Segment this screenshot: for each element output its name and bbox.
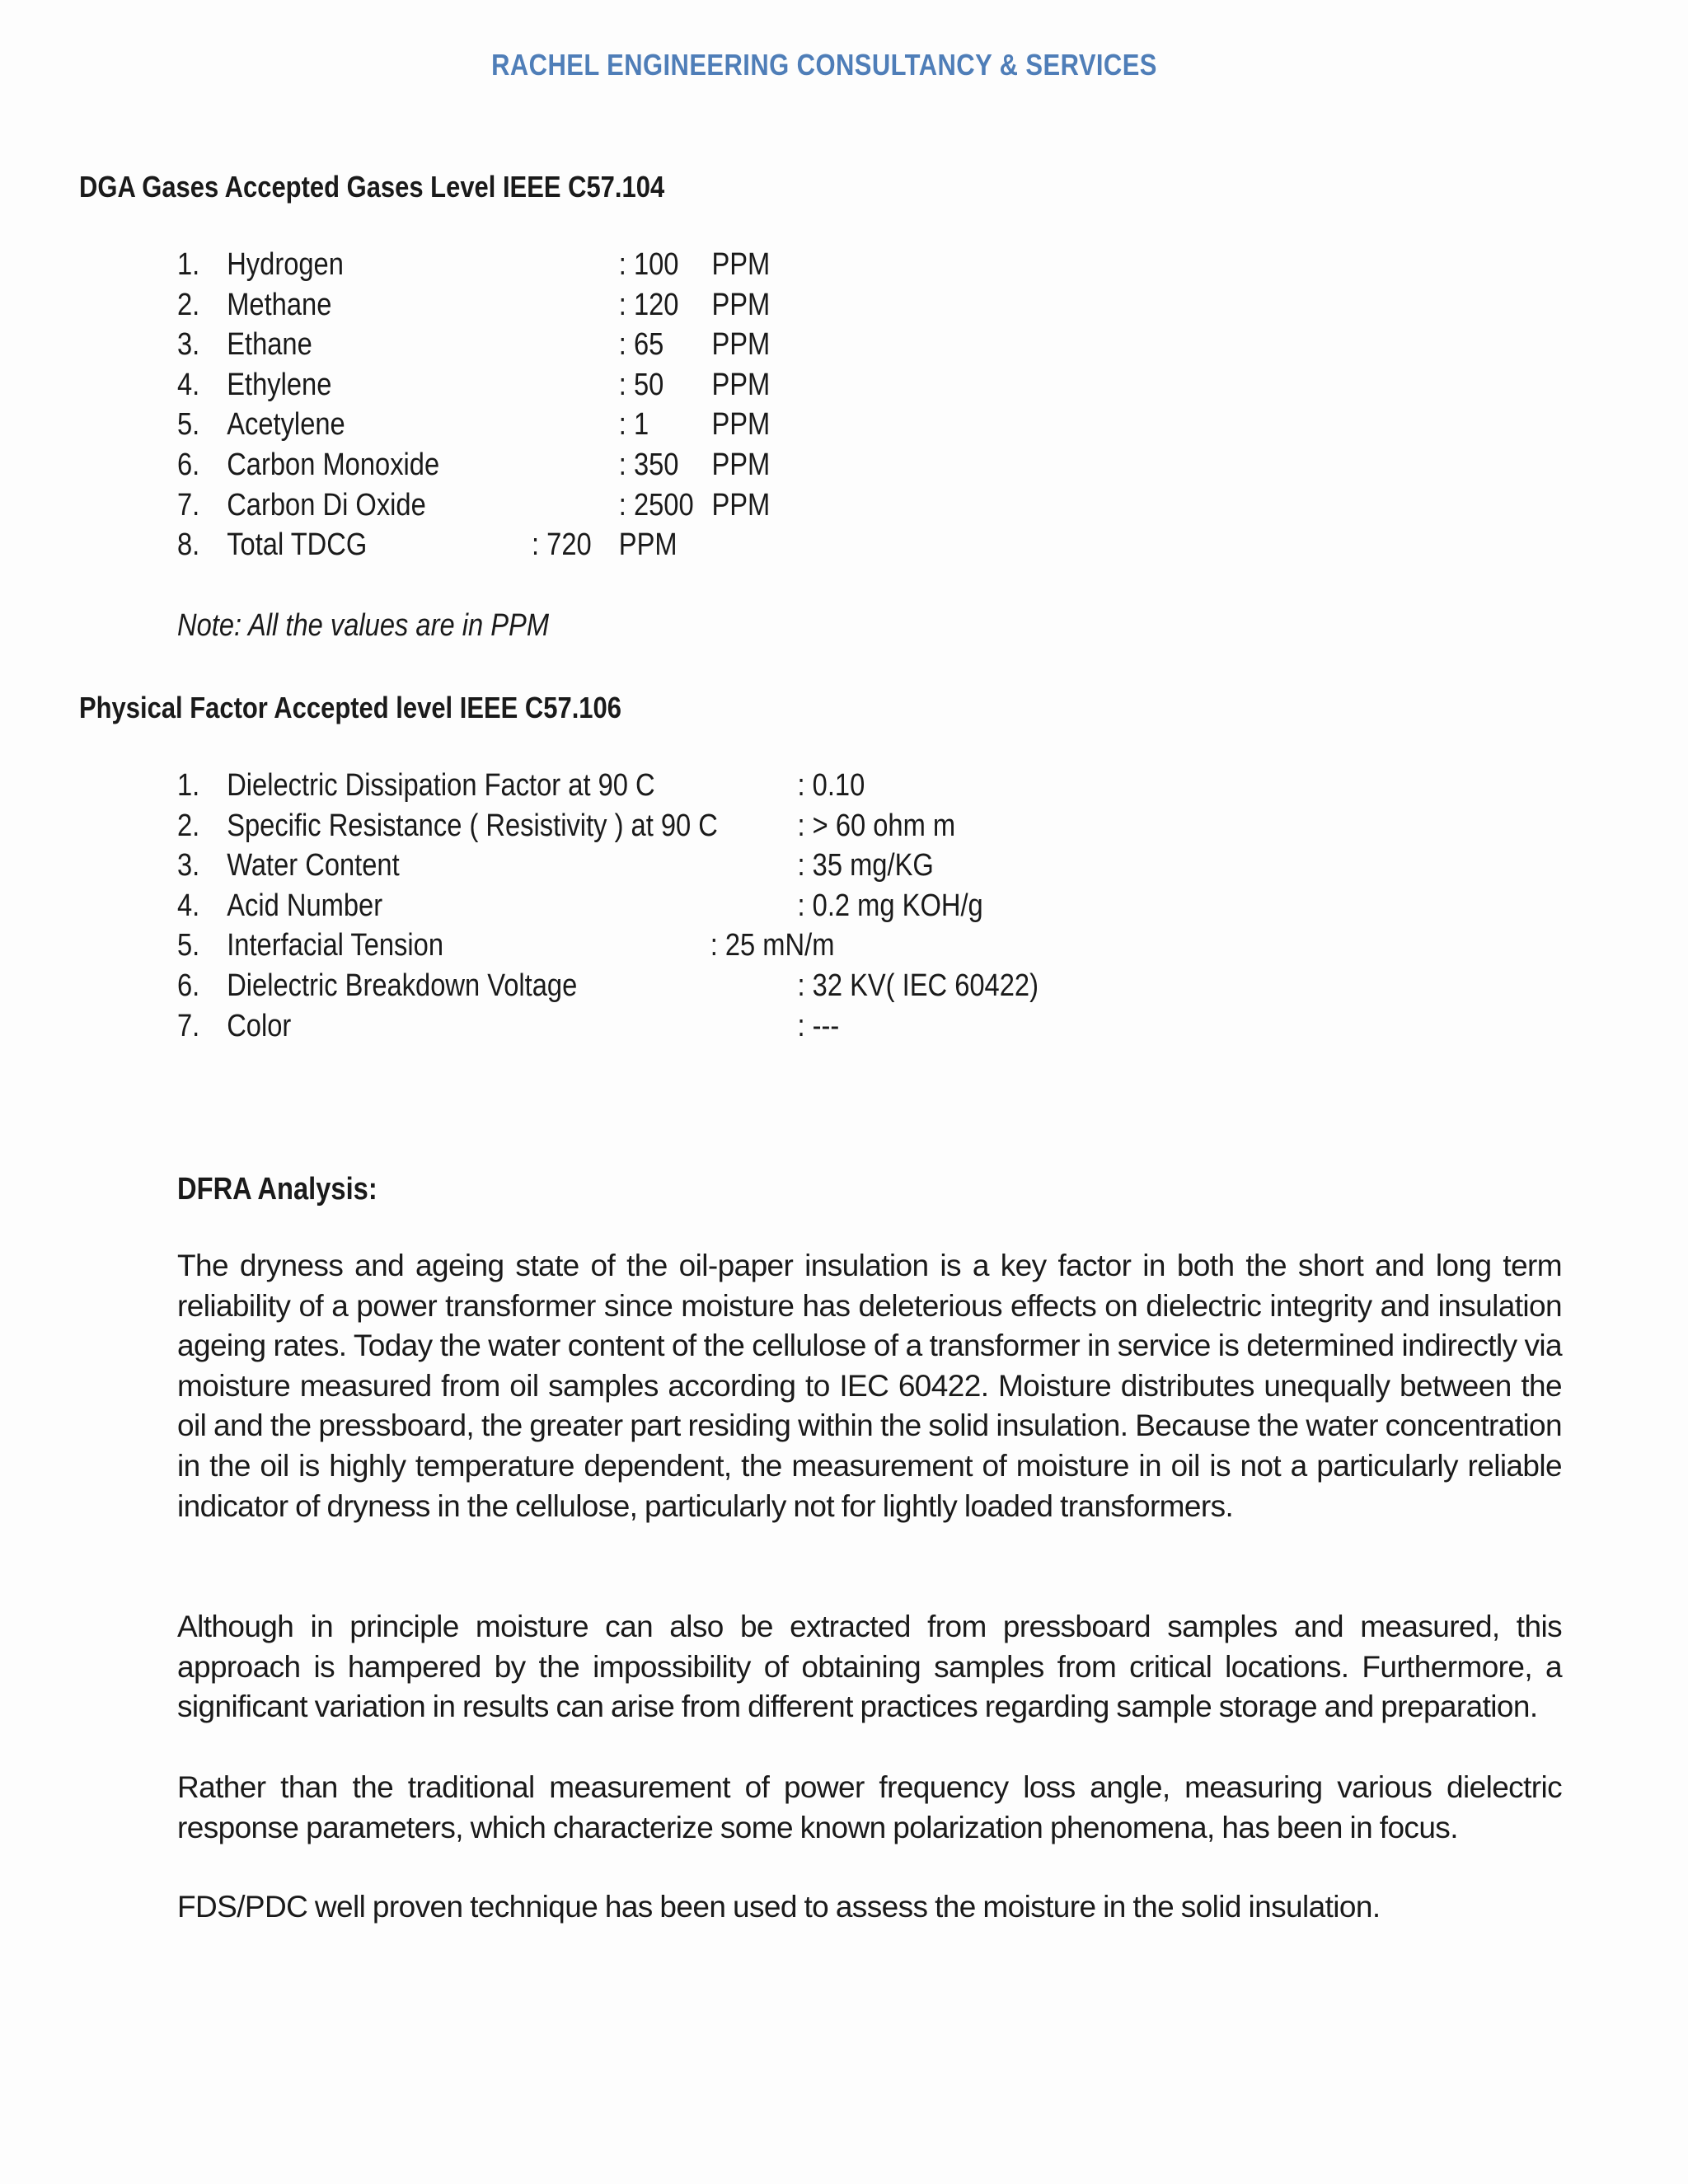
factor-value: : 0.2 mg KOH/g: [797, 888, 983, 923]
list-number: 8.: [177, 527, 200, 563]
gas-label: Acetylene: [227, 407, 345, 443]
gas-label: Ethylene: [227, 367, 332, 402]
gas-unit: PPM: [711, 287, 771, 322]
list-number: 3.: [177, 848, 200, 883]
gas-value: : 100: [618, 247, 679, 282]
list-number: 2.: [177, 808, 200, 843]
gas-unit: PPM: [711, 487, 771, 523]
factor-label: Water Content: [227, 848, 400, 883]
dfra-paragraph-3: Rather than the traditional measurement of power frequency loss angle, measuring various dielectric response parameters, which characterize some known polarization phenomena, has been in focus.: [177, 1770, 1562, 1844]
gas-value: : 350: [618, 447, 679, 482]
gas-label: Hydrogen: [227, 247, 344, 282]
factor-value: : > 60 ohm m: [797, 808, 956, 843]
list-number: 2.: [177, 287, 200, 322]
dfra-paragraph-4: FDS/PDC well proven technique has been used to assess the moisture in the solid insulation.: [177, 1890, 1381, 1924]
dfra-paragraph-2: Although in principle moisture can also be extracted from pressboard samples and measured, this approach is hampered by the impossibility of obtaining samples from critical locations. Furthermore, a significant variation in results can arise from different practices regarding sample storage and preparation.: [177, 1610, 1562, 1724]
factor-label: Color: [227, 1008, 292, 1043]
list-number: 6.: [177, 968, 200, 1003]
gas-label: Carbon Di Oxide: [227, 487, 426, 523]
list-number: 4.: [177, 367, 200, 402]
physical-heading: Physical Factor Accepted level IEEE C57.106: [79, 691, 621, 724]
gas-label: Carbon Monoxide: [227, 447, 440, 482]
dga-note: Note: All the values are in PPM: [177, 608, 550, 643]
gas-unit: PPM: [711, 327, 771, 363]
gas-unit: PPM: [618, 527, 678, 563]
factor-label: Specific Resistance ( Resistivity ) at 90 C: [227, 808, 718, 843]
factor-label: Dielectric Dissipation Factor at 90 C: [227, 768, 655, 803]
gas-unit: PPM: [711, 367, 771, 402]
list-number: 7.: [177, 487, 200, 523]
gas-value: : 1: [618, 407, 649, 443]
list-number: 1.: [177, 768, 200, 803]
gas-value: : 120: [618, 287, 679, 322]
dga-heading: DGA Gases Accepted Gases Level IEEE C57.104: [79, 170, 665, 204]
gas-label: Ethane: [227, 327, 312, 363]
list-number: 4.: [177, 888, 200, 923]
gas-value: : 720: [532, 527, 592, 563]
list-number: 5.: [177, 407, 200, 443]
list-number: 6.: [177, 447, 200, 482]
factor-value: : 32 KV( IEC 60422): [797, 968, 1039, 1003]
factor-value: : 25 mN/m: [710, 928, 835, 963]
gas-label: Methane: [227, 287, 332, 322]
gas-unit: PPM: [711, 407, 771, 443]
factor-label: Acid Number: [227, 888, 383, 923]
factor-value: : 0.10: [797, 768, 865, 803]
gas-unit: PPM: [711, 447, 771, 482]
gas-label: Total TDCG: [227, 527, 368, 563]
factor-value: : 35 mg/KG: [797, 848, 934, 883]
gas-value: : 65: [618, 327, 664, 363]
list-number: 1.: [177, 247, 200, 282]
gas-value: : 2500: [618, 487, 694, 523]
gas-value: : 50: [618, 367, 664, 402]
list-number: 7.: [177, 1008, 200, 1043]
factor-value: : ---: [797, 1008, 840, 1043]
list-number: 5.: [177, 928, 200, 963]
factor-label: Dielectric Breakdown Voltage: [227, 968, 578, 1003]
gas-unit: PPM: [711, 247, 771, 282]
company-header: RACHEL ENGINEERING CONSULTANCY & SERVICES: [491, 48, 1157, 82]
factor-label: Interfacial Tension: [227, 928, 444, 963]
dfra-heading: DFRA Analysis:: [177, 1172, 377, 1207]
list-number: 3.: [177, 327, 200, 363]
dfra-paragraph-1: The dryness and ageing state of the oil-paper insulation is a key factor in both the short and long term reliability of a power transformer since moisture has deleterious effects on dielectric integrity and insulation ageing rates. Today the water content of the cellulose of a transformer in service is determined indirectly via moisture measured from oil samples according to IEC 60422. Moisture distributes unequally between the oil and the pressboard, the greater part residing within the solid insulation. Because the water concentration in the oil is highly temperature dependent, the measurement of moisture in oil is not a particularly reliable indicator of dryness in the cellulose, particularly not for lightly loaded transformers.: [177, 1249, 1562, 1523]
